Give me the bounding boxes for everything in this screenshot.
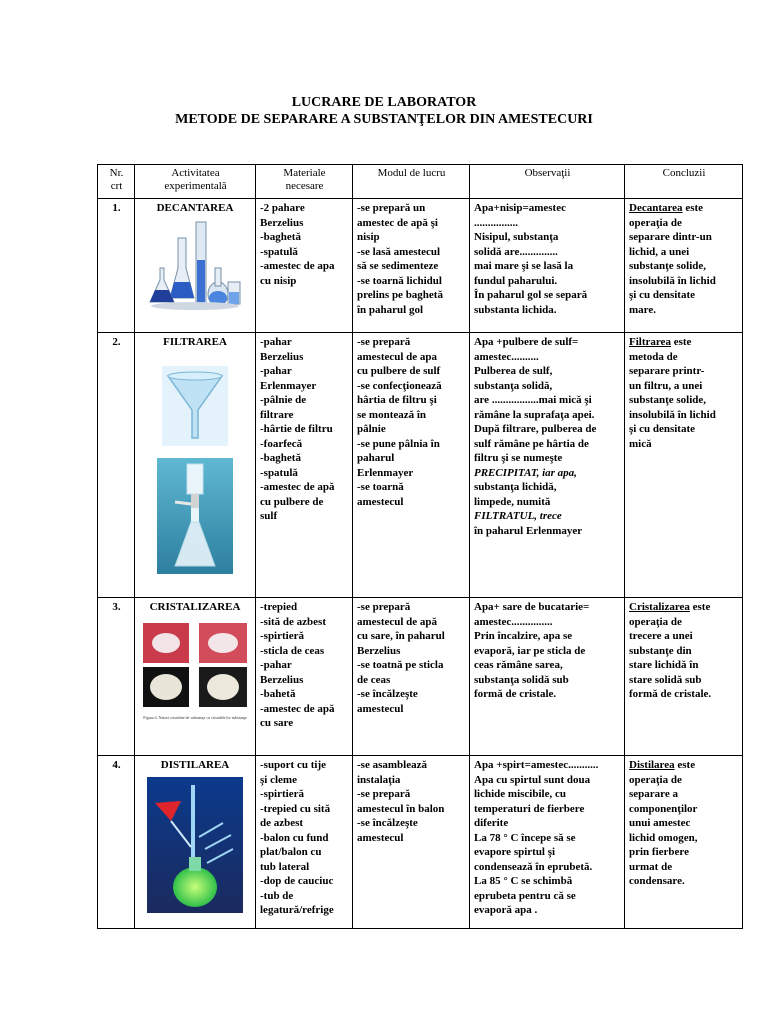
funnel-image (162, 366, 228, 446)
row-number: 3. (98, 598, 135, 756)
header-observations: Observaţii (470, 165, 625, 199)
header-nr: Nr. crt (98, 165, 135, 199)
conclusion-term: Filtrarea (629, 336, 671, 348)
activity-name: DECANTAREA (156, 202, 234, 214)
distillation-image (147, 777, 243, 913)
header-activity: Activitatea experimentală (135, 165, 256, 199)
page-title: LUCRARE DE LABORATOR (291, 95, 477, 110)
header-materials: Materiale necesare (256, 165, 353, 199)
activity-name: CRISTALIZAREA (149, 601, 241, 613)
crystals-image (139, 619, 251, 715)
glassware-image (148, 220, 242, 312)
header-method: Modul de lucru (353, 165, 470, 199)
table-row: 4. DISTILAREA -suport cu tije şi cleme -spirtieră -trepied cu sită de azbest -balon cu fund plat/balon cu tub lateral -dop de cauciuc -tub de legatură/refrige -se asamblează instalaţia -se prepară amestecul în balon -se încălzeşte amestecul Apa +spirt=amestec........... Apa cu spirtul sunt doua lichide miscibile, cu temperaturi de fierbere diferite La 78 ° C începe să se evapore spirtul şi condensează în eprubetă. La 85 ° C se schimbă eprubeta pentru că se evaporă apa . Distilarea este operaţia de separare a componenţilor unui amestec lichid omogen, prin fierbere urmat de condensare. (98, 756, 743, 929)
table-header-row (98, 165, 743, 199)
table-row: 3. CRISTALIZAREA Figura 4. Naturi cristaline de substanţe cu cristalele lor substanţe -trepied -sită de azbest -spirtieră -sticla de ceas -pahar Berzelius -bahetă -amestec de apă cu sare -se prepară amestecul de apă cu sare, în paharul Berzelius -se toatnă pe sticla de ceas -se încălzeşte amestecul Apa+ sare de bucatarie= amestec............... Prin încalzire, apa se evaporă, iar pe sticla de ceas rămâne sarea, substanţa solidă sub formă de cristale. Cristalizarea este operaţia de trecere a unei substanţe din stare lichidă în stare solidă sub formă de cristale. (98, 598, 743, 756)
image-caption: Figura 4. Naturi cristaline de substanţe cu cristalele lor substanţe (143, 714, 247, 720)
conclusion-term: Distilarea (629, 759, 675, 771)
header-conclusions: Concluzii (625, 165, 743, 199)
row-number: 4. (98, 756, 135, 929)
activity-name: FILTRAREA (163, 336, 227, 348)
row-number: 2. (98, 333, 135, 598)
conclusion-term: Decantarea (629, 202, 683, 214)
row-number: 1. (98, 199, 135, 333)
activity-name: DISTILAREA (160, 759, 230, 771)
filtration-flask-image (157, 458, 233, 574)
page-subtitle: METODE DE SEPARARE A SUBSTANŢELOR DIN AMESTECURI (175, 112, 593, 127)
table-row: 2. FILTRAREA -pahar Berzelius -pahar Erlenmayer -pâlnie de filtrare -hârtie de filtru -foarfecă -baghetă -spatulă -amestec de apă cu pulbere de sulf -se prepară amestecul de apa cu pulbere de sulf -se confecţionează hârtia de filtru şi se montează în pâlnie -se pune pâlnia în paharul Erlenmayer -se toarnă amestecul Apa +pulbere de sulf= amestec.......... Pulberea de sulf, substanţa solidă, are .................mai mică şi rămâne la suprafaţa apei. După filtrare, pulberea de sulf rămâne pe hârtia de filtru şi se numeşte PRECIPITAT, iar apa, substanţa lichidă, limpede, numită FILTRATUL, trece în paharul Erlenmayer Filtrarea este metoda de separare printr- un filtru, a unei substanţe solide, insolubilă în lichid şi cu densitate mică (98, 333, 743, 598)
conclusion-term: Cristalizarea (629, 601, 690, 613)
table-row: 1. DECANTAREA -2 pahare Berzelius -baghetă -spatulă -amestec de apa cu nisip -se prepară un amestec de apă şi nisip -se lasă amestecul să se sedimenteze -se toarnă lichidul prelins pe baghetă în paharul gol Apa+nisip=amestec ................ Nisipul, substanţa solidă are.............. mai mare şi se lasă la fundul paharului. În paharul gol se separă substanta lichida. Decantarea este operaţia de separare dintr-un lichid, a unei substanţe solide, insolubilă în lichid şi cu densitate mare. (98, 199, 743, 333)
lab-table (97, 164, 743, 929)
